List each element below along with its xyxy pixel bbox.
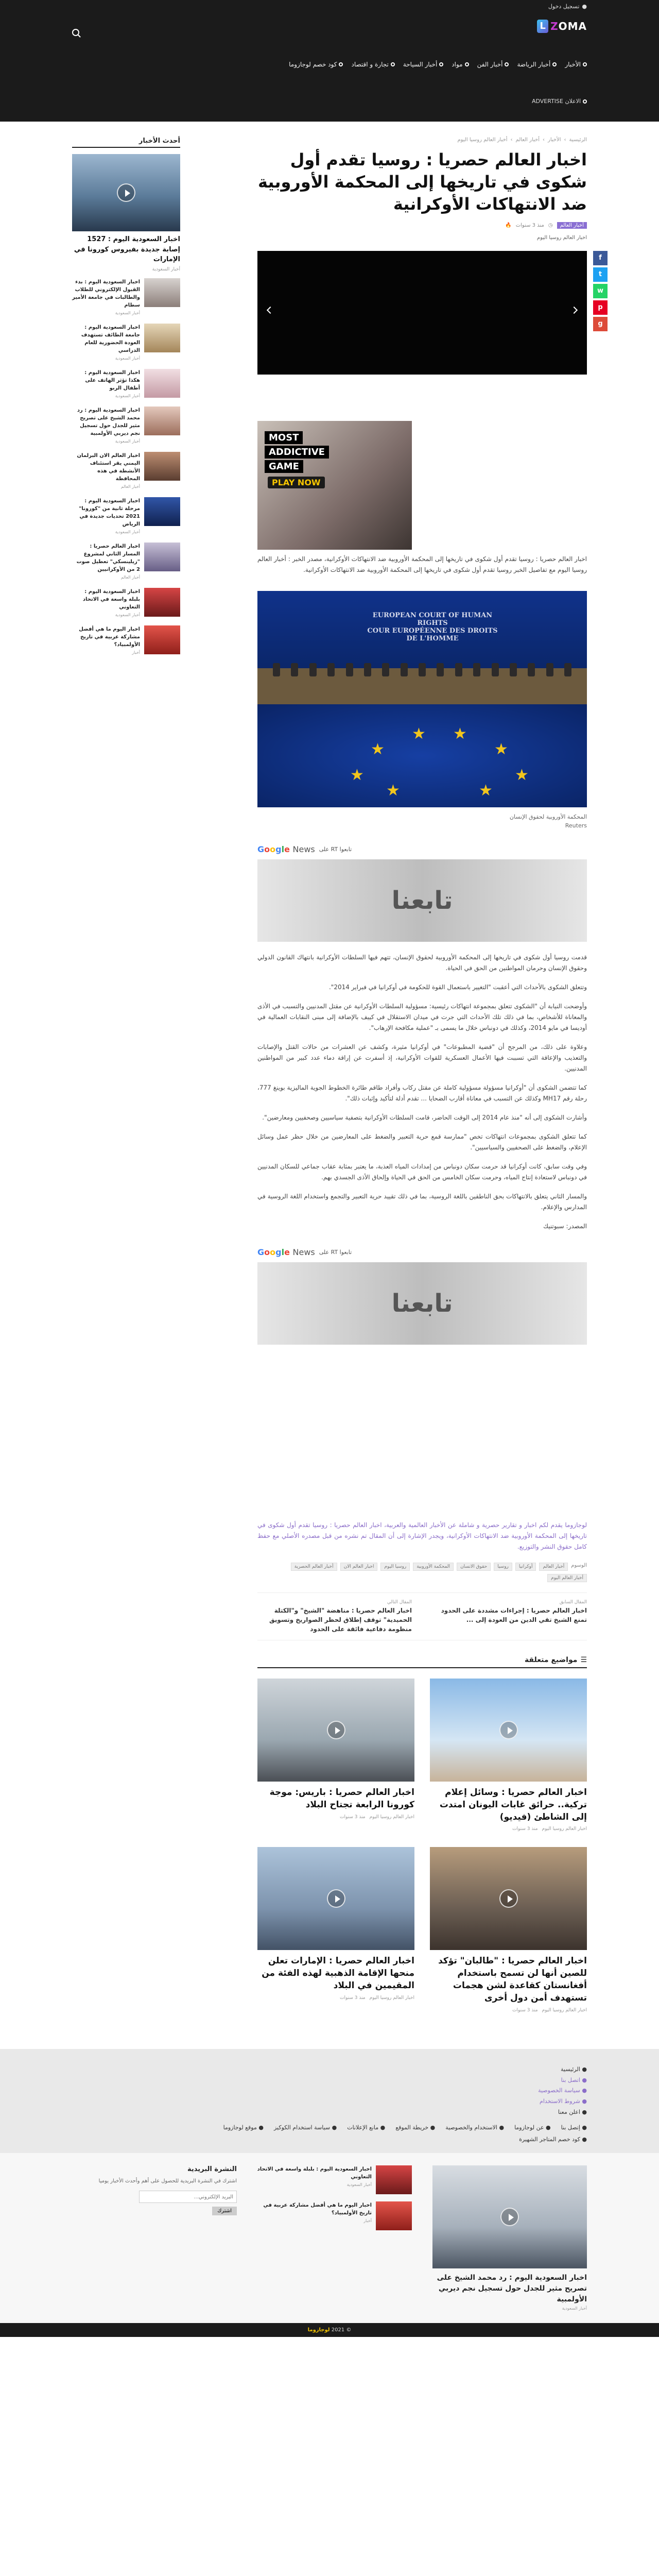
footer-list-item[interactable]: [252, 2201, 412, 2230]
source-name: اخبار العالم روسيا اليوم: [536, 234, 587, 241]
related-source: اخبار العالم روسيا اليوم: [369, 1814, 414, 1820]
copyright-year: © 2021: [331, 2327, 352, 2333]
google-news-logo: Google News: [257, 1247, 315, 1257]
footer-link-label: اعلن معنا: [558, 2109, 580, 2116]
share-buttons: [593, 251, 608, 331]
logo-text-a: Z: [550, 20, 559, 32]
footer-link[interactable]: ● الاستخدام والخصوصية: [445, 2124, 505, 2131]
chevron-right-icon[interactable]: [570, 306, 578, 313]
google-news-logo: Google News: [257, 844, 315, 854]
article-paragraph: والمسار الثاني يتعلق بالانتهاكات بحق الناطقين باللغة الروسية، بما في ذلك تقييد حرية التعبير والتجمع واستخدام اللغة الروسية في المدارس والإعلام.: [257, 1192, 587, 1211]
footer-link[interactable]: ● سياسة الخصوصية: [538, 2087, 587, 2094]
related-date: منذ 3 سنوات: [340, 1995, 366, 2001]
sidebar-list-item[interactable]: [72, 452, 180, 490]
related-card[interactable]: [257, 1679, 414, 1832]
article-paragraph: وأوضحت النيابة أن "الشكوى تتعلق بمجموعة انتهاكات رئيسية: مسؤولية السلطات الأوكرانية عن مقتل المدنيين والتسبب في الأذى والمعاناة للأشخاص، بما في ذلك تلك الأحداث التي جرت في ميدان الاستقلال في كييف بالإضافة إلى مبنى النقابات العمالية في أوديسا في مايو 2014، وكذلك في دونباس خلال ما يسمى بـ "عملية مكافحة الإرهاب".: [257, 1002, 587, 1031]
image-caption: المحكمة الأوروبية لحقوق الإنسان: [509, 813, 587, 820]
article-paragraph: قدمت روسيا أول شكوى في تاريخها إلى المحكمة الأوروبية لحقوق الإنسان، تتهم فيها السلطات الأوكرانية بانتهاك القانون الدولي وحقوق الإنسان وحرمان المواطنين من الحق في الحياة.: [257, 953, 587, 972]
follow-banner[interactable]: [257, 1262, 587, 1345]
nav-item-advertise[interactable]: [532, 98, 587, 105]
logo-mark: L: [537, 20, 548, 33]
media-block: [257, 251, 603, 375]
article-paragraph: وعلاوة على ذلك، من المرجح أن "قضية المطبوعات" في أوكرانيا مثيرة، وكشف عن العشرات من حالات القتل والإصابات والتعذيب والإعاقة التي تسببت فيها الأعمال العسكرية للقوات الأوكرانية، إذ أسفرت عن إراقة دماء عدد كبير من المواطنين المدنيين.: [257, 1043, 587, 1072]
footer-main: [0, 2153, 659, 2323]
related-card-title: اخبار العالم حصريا : وسائل إعلام تركية.. حرائق غابات اليونان امتدت إلى الشاطئ (فيديو): [439, 1787, 587, 1822]
nav-bullet-icon: [583, 62, 587, 66]
related-card-meta: [257, 1995, 414, 2001]
sidebar-list-item[interactable]: [72, 406, 180, 445]
image-source: Reuters: [565, 822, 587, 829]
nav-bullet-icon: [552, 62, 557, 66]
sidebar-list-item[interactable]: [72, 543, 180, 581]
footer-link[interactable]: ● الرئيسية: [561, 2065, 587, 2073]
sidebar-thumbnail: [144, 497, 180, 526]
logo-text: [550, 20, 587, 32]
nav-item-coupon[interactable]: [289, 61, 343, 68]
search-icon[interactable]: [72, 29, 79, 36]
sidebar-item-title: اخبار اليوم ما هي أفضل مشاركة عربية في تاريخ الأولمبياد؟: [79, 626, 140, 648]
footer-link-label: عن لوجازوما: [514, 2124, 544, 2131]
breadcrumb-item[interactable]: الأخبار: [547, 137, 561, 143]
sidebar-thumbnail: [144, 452, 180, 481]
tag-item[interactable]: أخبار العالم اليوم: [547, 1574, 587, 1582]
nav-label: تجارة و اقتصاد: [351, 61, 389, 68]
related-thumbnail: [430, 1679, 587, 1782]
article-title: اخبار العالم حصريا : روسيا تقدم أول شكوى في تاريخها إلى المحكمة الأوروبية ضد الانتهاكات الأوكرانية: [258, 150, 587, 214]
related-card-meta: [430, 2008, 587, 2013]
article-content: [257, 137, 603, 2033]
footer-row: [72, 2136, 587, 2143]
logo-text-b: OMA: [558, 20, 587, 32]
tag-item[interactable]: روسيا: [494, 1563, 512, 1571]
footer-link-label: الرئيسية: [561, 2065, 580, 2073]
site-header: [0, 0, 659, 122]
next-title: اخبار العالم حصريا : مناهضة "الشيخ" و"الكتلة الحميدية" توقف إطلاق لحظر الصواريخ وتسويق منظومة دفاعية فائقة على الحدود: [269, 1607, 412, 1633]
tag-item[interactable]: أخبار العالم: [539, 1563, 568, 1571]
prev-article-link[interactable]: [432, 1599, 587, 1634]
category-badge[interactable]: أخبار العالم: [557, 222, 587, 229]
article-meta: [257, 222, 587, 229]
image-sign: EUROPEAN COURT OF HUMAN RIGHTS COUR EUROPÉENNE DES DROITS DE L'HOMME: [367, 611, 498, 642]
footer-item-title: اخبار السعودية اليوم : بلبلة واسعة في الاتحاد التعاوني: [257, 2166, 372, 2180]
advertisement[interactable]: [257, 421, 412, 550]
play-icon: [499, 1721, 518, 1739]
footer-featured-image: [432, 2165, 587, 2268]
nav-label: أخبار السياحة: [403, 61, 438, 68]
related-card[interactable]: [430, 1679, 587, 1832]
breadcrumb-separator: ›: [542, 137, 545, 143]
footer-link-label: إتصل بنا: [561, 2124, 580, 2131]
sidebar-item-title: اخبار السعودية اليوم : بدء القبول الإلكتروني للطلاب والطالبات في جامعة الأمير سطام: [72, 279, 140, 308]
related-date: منذ 3 سنوات: [512, 2007, 538, 2013]
nav-label: أخبار الفن: [477, 61, 503, 68]
sub-nav: [532, 98, 587, 105]
prev-label: المقال السابق: [559, 1599, 587, 1605]
related-grid: [257, 1679, 587, 2013]
footer-item-title: اخبار اليوم ما هي أفضل مشاركة عربية في تاريخ الأولمبياد؟: [263, 2202, 372, 2216]
sidebar-thumbnail: [144, 588, 180, 617]
sidebar-thumbnail: [144, 406, 180, 435]
nav-item-sports[interactable]: [517, 61, 557, 68]
sidebar: [72, 137, 180, 2033]
facebook-share-button[interactable]: f: [593, 251, 608, 265]
nav-label: الاعلان ADVERTISE: [531, 98, 581, 105]
nav-item-materials[interactable]: [452, 61, 469, 68]
article-paragraph: وتتعلق الشكوى بالأحداث التي أعقبت "التغيير باستعمال القوة للحكومة في أوكرانيا في فبراير 2014".: [328, 983, 587, 991]
sidebar-list-item[interactable]: [72, 625, 180, 656]
nav-bullet-icon: [505, 62, 509, 66]
sidebar-thumbnail: [144, 625, 180, 654]
sidebar-thumbnail: [144, 324, 180, 352]
related-card-title: اخبار العالم حصريا : باريس: موجة كورونا الرابعة تجتاح البلاد: [269, 1787, 414, 1810]
footer-item-meta: أخبار: [363, 2218, 372, 2224]
play-icon: [500, 2208, 519, 2226]
chevron-left-icon[interactable]: [267, 306, 274, 313]
site-footer: [0, 2049, 659, 2337]
image-chairs: [273, 663, 571, 679]
related-card[interactable]: [257, 1847, 414, 2012]
tag-item[interactable]: أوكرانيا: [515, 1563, 536, 1571]
sidebar-thumbnail: [144, 369, 180, 398]
footer-link[interactable]: ● مانع الإعلانات: [347, 2124, 386, 2131]
follow-text: تابعوا RT على: [319, 845, 352, 853]
related-source: اخبار العالم روسيا اليوم: [542, 2007, 587, 2013]
user-icon: ●: [582, 3, 587, 10]
footer-link[interactable]: ● كود خصم المتاجر الشهيرة: [519, 2136, 587, 2143]
breadcrumb-current: أخبار العالم روسيا اليوم: [457, 137, 508, 143]
ad-play-button[interactable]: PLAY NOW: [268, 477, 325, 488]
star-icons: ★ ★ ★ ★ ★ ★ ★ ★: [350, 724, 529, 800]
google-news-follow[interactable]: [257, 844, 587, 854]
follow-banner-text: تابعنا: [391, 1289, 453, 1318]
footer-featured-title: اخبار السعودية اليوم : رد محمد الشيخ على تصريح مثير للجدل حول تسجيل نجم ديربي الأولمبية: [437, 2274, 587, 2304]
footer-link[interactable]: ● اتصل بنا: [561, 2076, 587, 2083]
sidebar-item-meta: أخبار السعودية: [115, 355, 140, 361]
footer-link-label: مانع الإعلانات: [347, 2124, 379, 2131]
related-thumbnail: [257, 1847, 414, 1950]
footer-row: [72, 2124, 587, 2131]
related-thumbnail: [430, 1847, 587, 1950]
related-card-title: اخبار العالم حصريا : الإمارات تعلن منحها الإقامة الذهبية لهذه الفئة من المقيمين في البلاد: [262, 1956, 414, 1991]
footer-column-list: [72, 2064, 587, 2118]
footer-link-label: الاستخدام والخصوصية: [445, 2124, 497, 2131]
tags-list: [257, 1563, 587, 1582]
video-slider[interactable]: [257, 251, 587, 375]
newsletter-email-input[interactable]: [139, 2191, 237, 2203]
tag-item[interactable]: أخبار العالم الحصرية: [291, 1563, 337, 1571]
fire-icon: 🔥: [505, 222, 512, 228]
footer-link[interactable]: ● عن لوجازوما: [514, 2124, 551, 2131]
footer-link-label: سياسة الخصوصية: [538, 2087, 580, 2094]
sidebar-item-meta: أخبار السعودية: [115, 529, 140, 534]
tag-item[interactable]: اخبار العالم الان: [340, 1563, 378, 1571]
footer-link[interactable]: ● اعلن معنا: [558, 2109, 587, 2116]
prev-title: اخبار العالم حصريا : إجراءات مشددة على الحدود تمنع الشيخ تقي الدين من العودة إلى ...: [441, 1607, 587, 1624]
sidebar-item-meta: أخبار السعودية: [115, 393, 140, 398]
whatsapp-share-button[interactable]: w: [593, 284, 608, 298]
prev-next-nav: [257, 1592, 587, 1641]
play-icon: [117, 183, 135, 202]
article-source-paragraph: المصدر: سبوتنيك: [543, 1222, 587, 1230]
footer-link[interactable]: ● إتصل بنا: [561, 2124, 587, 2131]
lead-paragraph: اخبار العالم حصريا : روسيا تقدم أول شكوى في تاريخها إلى المحكمة الأوروبية ضد الانتهاكات الأوكرانية، مصدر الخبر : أخبار العالم روسيا اليوم مع تفاصيل الخبر روسيا تقدم أول شكوى في تاريخها إلى المحكمة الأوروبية ضد الانتهاكات الأوكرانية.: [257, 555, 587, 573]
play-icon: [499, 1889, 518, 1908]
ad-text-line: GAME: [265, 460, 303, 473]
login-link[interactable]: [548, 3, 587, 10]
sidebar-item-title: اخبار العالم حصريا : المسار الثاني لمشروع "زيلينسكي" تعطيل صوت 2 من الأوكرانيين: [76, 543, 140, 572]
next-label: المقال التالي: [387, 1599, 412, 1605]
nav-item-news[interactable]: [565, 61, 587, 68]
article-paragraph: وفي وقت سابق، كانت أوكرانيا قد حرمت سكان دونباس من إمدادات المياه العذبة، ما يعتبر بمثابة عقاب جماعي للسكان المدنيين في دونباس لاستعادة إنتاج المياه، وحرمت سكان الخامس من الحق في الحياة وإلحاق الأذى الجسدي بهم.: [257, 1162, 587, 1181]
sidebar-item-title: اخبار العالم الان البرلمان اليمني يقر استئناف الأنشطة في هذه المحافظة: [77, 452, 140, 482]
sidebar-item-title: اخبار السعودية اليوم : رد محمد الشيخ على تصريح مثير للجدل حول تسجيل نجم ديربي الأولمبية: [77, 407, 140, 436]
site-logo[interactable]: [537, 20, 587, 33]
google-news-follow[interactable]: [257, 1247, 587, 1257]
footer-link-label: موقع لوجازوما: [223, 2124, 257, 2131]
play-icon: [327, 1721, 345, 1739]
article-paragraph: وأشارت الشكوى إلى أنه "منذ عام 2014 إلى الوقت الحاضر، قامت السلطات الأوكرانية بتصفية سياسيين وصحفيين ومعارضين".: [262, 1113, 587, 1121]
related-source: اخبار العالم روسيا اليوم: [369, 1995, 414, 2001]
follow-banner[interactable]: [257, 859, 587, 942]
follow-text: تابعوا RT على: [319, 1248, 352, 1256]
source-line: [257, 235, 587, 241]
footer-link-label: خريطة الموقع: [395, 2124, 429, 2131]
sidebar-list-item[interactable]: [72, 588, 180, 618]
sidebar-thumbnail: [144, 543, 180, 571]
related-thumbnail: [257, 1679, 414, 1782]
related-title-label: مواضيع متعلقة: [524, 1656, 578, 1665]
footer-link[interactable]: ● سياسة استخدام الكوكيز: [273, 2124, 337, 2131]
follow-banner-text: تابعنا: [391, 886, 453, 915]
pinterest-share-button[interactable]: p: [593, 300, 608, 315]
nav-bullet-icon: [439, 62, 443, 66]
footer-link-label: اتصل بنا: [561, 2076, 580, 2083]
footer-thumbnail: [376, 2165, 412, 2194]
footer-thumbnail: [376, 2201, 412, 2230]
article-date: منذ 3 سنوات: [515, 222, 544, 228]
sidebar-item-title: اخبار السعودية اليوم : مرحلة ثانية من "كورونا" 2021 تحديات جديدة في الرياض: [79, 498, 140, 527]
footer-featured-story[interactable]: [427, 2165, 587, 2311]
nav-bullet-icon: [583, 99, 587, 104]
breadcrumb-separator: ›: [564, 137, 566, 143]
ad-wrapper: [257, 421, 587, 550]
sidebar-hero-title: اخبار السعودية اليوم : 1527 إصابة جديدة بفيروس كورونا في الإمارات: [74, 235, 180, 263]
sidebar-item-title: اخبار السعودية اليوم : جامعة الطائف تستهدف العودة الحضورية للعام الدراسي: [81, 324, 140, 353]
sidebar-item-meta: أخبار السعودية: [115, 310, 140, 315]
footer-link-label: شروط الاستخدام: [540, 2098, 580, 2105]
breadcrumb-item[interactable]: الرئيسية: [569, 137, 587, 143]
footer-link-label: كود خصم المتاجر الشهيرة: [519, 2136, 580, 2143]
breadcrumb-item[interactable]: أخبار العالم: [515, 137, 540, 143]
footer-list-item[interactable]: [252, 2165, 412, 2194]
footer-link[interactable]: ● شروط الاستخدام: [540, 2098, 587, 2105]
footer-featured-meta: أخبار السعودية: [562, 2306, 587, 2311]
article-paragraph: كما تتعلق الشكوى بمجموعات انتهاكات تخص "ممارسة قمع حرية التعبير والضغط على المعارضين من خلال حظر عمل وسائل الإعلام، والضغط على الصحفيين والسياسيين".: [257, 1132, 587, 1151]
ad-text-line: ADDICTIVE: [265, 446, 329, 459]
sidebar-list-item[interactable]: [72, 369, 180, 399]
footer-link[interactable]: ● موقع لوجازوما: [223, 2124, 264, 2131]
nav-item-tourism[interactable]: [403, 61, 443, 68]
breadcrumb: [257, 137, 587, 143]
site-note-paragraph: لوجازوما يقدم لكم اخبار و تقارير حصرية و شاملة عن الأخبار العالمية والعربية، اخبار العالم حصريا : روسيا تقدم أول شكوى في تاريخها إلى المحكمة الأوروبية ضد الانتهاكات الأوكرانية، ويجدر الإشارة إلى أن المقال تم نشره من قبل مصدره الأصلي مع حفظ كامل حقوق النشر والتوزيع.: [257, 1521, 587, 1550]
breadcrumb-separator: ›: [510, 137, 513, 143]
sidebar-hero[interactable]: [72, 154, 180, 272]
nav-bullet-icon: [391, 62, 395, 66]
nav-label: كود خصم لوجازوما: [289, 61, 337, 68]
twitter-share-button[interactable]: t: [593, 267, 608, 282]
clock-icon: ◷: [548, 222, 553, 228]
main-nav: [72, 61, 587, 68]
footer-links: [0, 2049, 659, 2153]
newsletter-desc: اشترك في النشرة البريدية للحصول على أهم وأحدث الأخبار يوميا: [98, 2178, 237, 2184]
sidebar-title: أحدث الأخبار: [72, 137, 180, 148]
nav-label: أخبار الرياضة: [517, 61, 551, 68]
nav-item-economy[interactable]: [351, 61, 394, 68]
article-paragraph: كما تتضمن الشكوى أن "أوكرانيا مسؤولة مسؤولية كاملة عن مقتل ركاب وأفراد طاقم طائرة الخطوط الجوية الماليزية بوينغ 777، رحلة رقم MH17 وكذلك عن التسبب في معاناة أقارب الضحايا ... تقدم أدلة لتأكيد وإثبات ذلك".: [257, 1083, 587, 1102]
next-article-link[interactable]: [257, 1599, 412, 1634]
sidebar-list-item[interactable]: [72, 497, 180, 535]
tag-item[interactable]: روسيا اليوم: [380, 1563, 410, 1571]
google-share-button[interactable]: g: [593, 317, 608, 331]
list-icon: ☰: [580, 1656, 587, 1665]
sidebar-thumbnail: [144, 278, 180, 307]
nav-bullet-icon: [465, 62, 469, 66]
related-card-meta: [257, 1815, 414, 1820]
tag-item[interactable]: المحكمة الأوروبية: [413, 1563, 454, 1571]
tag-item[interactable]: حقوق الانسان: [457, 1563, 491, 1571]
nav-label: مواد: [452, 61, 463, 68]
related-card[interactable]: [430, 1847, 587, 2012]
footer-mid-list: [252, 2165, 412, 2311]
sidebar-hero-image: [72, 154, 180, 231]
sidebar-list-item[interactable]: [72, 324, 180, 362]
copyright-site: لوجازوما: [307, 2327, 330, 2333]
article-image: [257, 591, 587, 807]
footer-link-label: سياسة استخدام الكوكيز: [273, 2124, 331, 2131]
related-card-title: اخبار العالم حصريا : "طالبان" تؤكد للصين أنها لن تسمح باستخدام أفغانستان كقاعدة لشن هجمات تستهدف أمن دول أخرى: [438, 1956, 587, 2003]
sidebar-hero-meta: أخبار السعودية: [152, 266, 180, 272]
subscribe-button[interactable]: اشترك: [212, 2207, 237, 2215]
sidebar-list-item[interactable]: [72, 278, 180, 316]
related-card-meta: [430, 1826, 587, 1832]
sidebar-item-title: اخبار السعودية اليوم : هكذا تؤثر الهاتف على أطفال الربو: [84, 369, 140, 391]
nav-bullet-icon: [339, 62, 343, 66]
tags-label: الوسوم: [571, 1562, 587, 1568]
sidebar-item-title: اخبار السعودية اليوم : بلبلة واسعة في الاتحاد التعاوني: [82, 588, 140, 610]
sidebar-item-meta: أخبار العالم: [120, 484, 140, 489]
newsletter: [77, 2165, 237, 2311]
ad-text-line: MOST: [265, 431, 303, 444]
footer-link[interactable]: ● خريطة الموقع: [395, 2124, 436, 2131]
login-label: تسجيل دخول: [548, 3, 580, 10]
newsletter-title: النشرة البريدية: [187, 2165, 237, 2174]
sidebar-item-meta: أخبار السعودية: [115, 612, 140, 617]
sidebar-item-meta: أخبار العالم: [120, 574, 140, 580]
related-date: منذ 3 سنوات: [340, 1814, 366, 1820]
sidebar-item-meta: أخبار السعودية: [115, 438, 140, 444]
copyright-bar: [0, 2323, 659, 2337]
nav-label: الأخبار: [565, 61, 581, 68]
related-date: منذ 3 سنوات: [512, 1826, 538, 1832]
related-source: اخبار العالم روسيا اليوم: [542, 1826, 587, 1832]
nav-item-art[interactable]: [477, 61, 509, 68]
play-icon: [327, 1889, 345, 1908]
page-body: [72, 122, 603, 2033]
sidebar-item-meta: أخبار: [132, 650, 140, 655]
footer-item-meta: أخبار السعودية: [346, 2182, 372, 2188]
related-section-title: [257, 1656, 587, 1668]
